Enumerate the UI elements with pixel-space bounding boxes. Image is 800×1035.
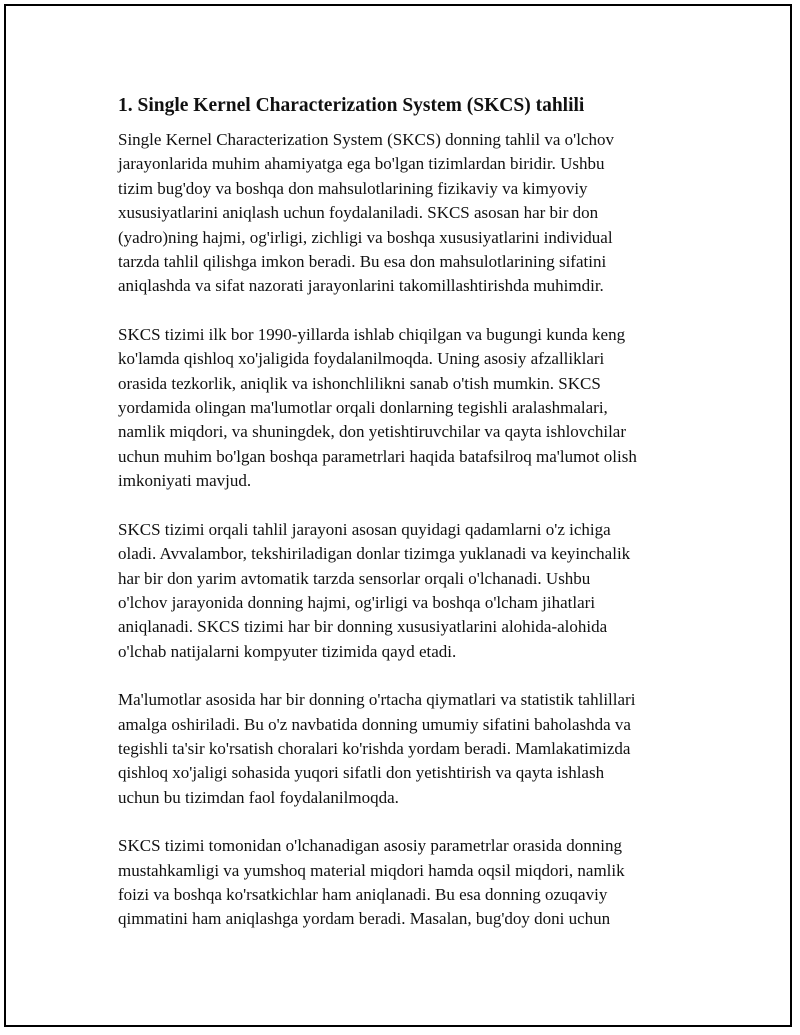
text-line: har bir don yarim avtomatik tarzda sensorlar orqali o'lchanadi. Ushbu <box>118 568 591 588</box>
paragraph-1 <box>118 128 688 299</box>
text-line: xususiyatlarini aniqlash uchun foydalaniladi. SKCS asosan har bir don <box>118 203 599 223</box>
text-line: qimmatini ham aniqlashga yordam beradi. Masalan, bug'doy doni uchun <box>118 909 611 929</box>
text-line: imkoniyati mavjud. <box>118 471 252 491</box>
text-line: SKCS tizimi orqali tahlil jarayoni asosan quyidagi qadamlarni o'z ichiga <box>118 519 611 539</box>
text-line: jarayonlarida muhim ahamiyatga ega bo'lgan tizimlardan biridir. Ushbu <box>118 154 605 174</box>
text-line: uchun bu tizimdan faol foydalanilmoqda. <box>118 787 399 807</box>
text-line: ko'lamda qishloq xo'jaligida foydalanilmoqda. Uning asosiy afzalliklari <box>118 349 605 369</box>
section-heading: 1. Single Kernel Characterization System (SKCS) tahlili <box>118 95 585 116</box>
text-line: tegishli ta'sir ko'rsatish choralari ko'rishda yordam beradi. Mamlakatimizda <box>118 738 631 758</box>
text-line: Ma'lumotlar asosida har bir donning o'rtacha qiymatlari va statistik tahlillari <box>118 690 636 710</box>
text-line: SKCS tizimi ilk bor 1990-yillarda ishlab chiqilgan va bugungi kunda keng <box>118 324 626 344</box>
text-line: aniqlashda va sifat nazorati jarayonlarini takomillashtirishda muhimdir. <box>118 276 604 296</box>
text-line: orasida tezkorlik, aniqlik va ishonchlilikni sanab o'tish mumkin. SKCS <box>118 373 601 393</box>
text-line: amalga oshiriladi. Bu o'z navbatida donning umumiy sifatini baholashda va <box>118 714 631 734</box>
document-body <box>118 94 688 956</box>
text-line: Single Kernel Characterization System (SKCS) donning tahlil va o'lchov <box>118 130 614 149</box>
text-line: uchun muhim bo'lgan boshqa parametrlari haqida batafsilroq ma'lumot olish <box>118 446 637 466</box>
text-line: (yadro)ning hajmi, og'irligi, zichligi va boshqa xususiyatlarini individual <box>118 227 613 247</box>
paragraph-2 <box>118 323 688 494</box>
text-line: namlik miqdori, va shuningdek, don yetishtiruvchilar va qayta ishlovchilar <box>118 422 627 442</box>
text-line: tizim bug'doy va boshqa don mahsulotlarining fizikaviy va kimyoviy <box>118 178 588 198</box>
text-line: qishloq xo'jaligi sohasida yuqori sifatli don yetishtirish va qayta ishlash <box>118 763 605 783</box>
text-line: o'lchov jarayonida donning hajmi, og'irligi va boshqa o'lcham jihatlari <box>118 592 596 612</box>
paragraph-4 <box>118 688 688 810</box>
text-line: o'lchab natijalarni kompyuter tizimida qayd etadi. <box>118 641 457 661</box>
text-line: oladi. Avvalambor, tekshiriladigan donlar tizimga yuklanadi va keyinchalik <box>118 544 631 564</box>
text-line: mustahkamligi va yumshoq material miqdori hamda oqsil miqdori, namlik <box>118 860 625 880</box>
text-line: aniqlanadi. SKCS tizimi har bir donning xususiyatlarini alohida-alohida <box>118 617 608 637</box>
paragraph-5 <box>118 834 688 932</box>
text-line: yordamida olingan ma'lumotlar orqali donlarning tegishli aralashmalari, <box>118 398 608 418</box>
text-line: tarzda tahlil qilishga imkon beradi. Bu esa don mahsulotlarining sifatini <box>118 252 607 272</box>
text-line: SKCS tizimi tomonidan o'lchanadigan asosiy parametrlar orasida donning <box>118 836 622 856</box>
text-line: foizi va boshqa ko'rsatkichlar ham aniqlanadi. Bu esa donning ozuqaviy <box>118 884 608 904</box>
paragraph-3 <box>118 518 688 664</box>
